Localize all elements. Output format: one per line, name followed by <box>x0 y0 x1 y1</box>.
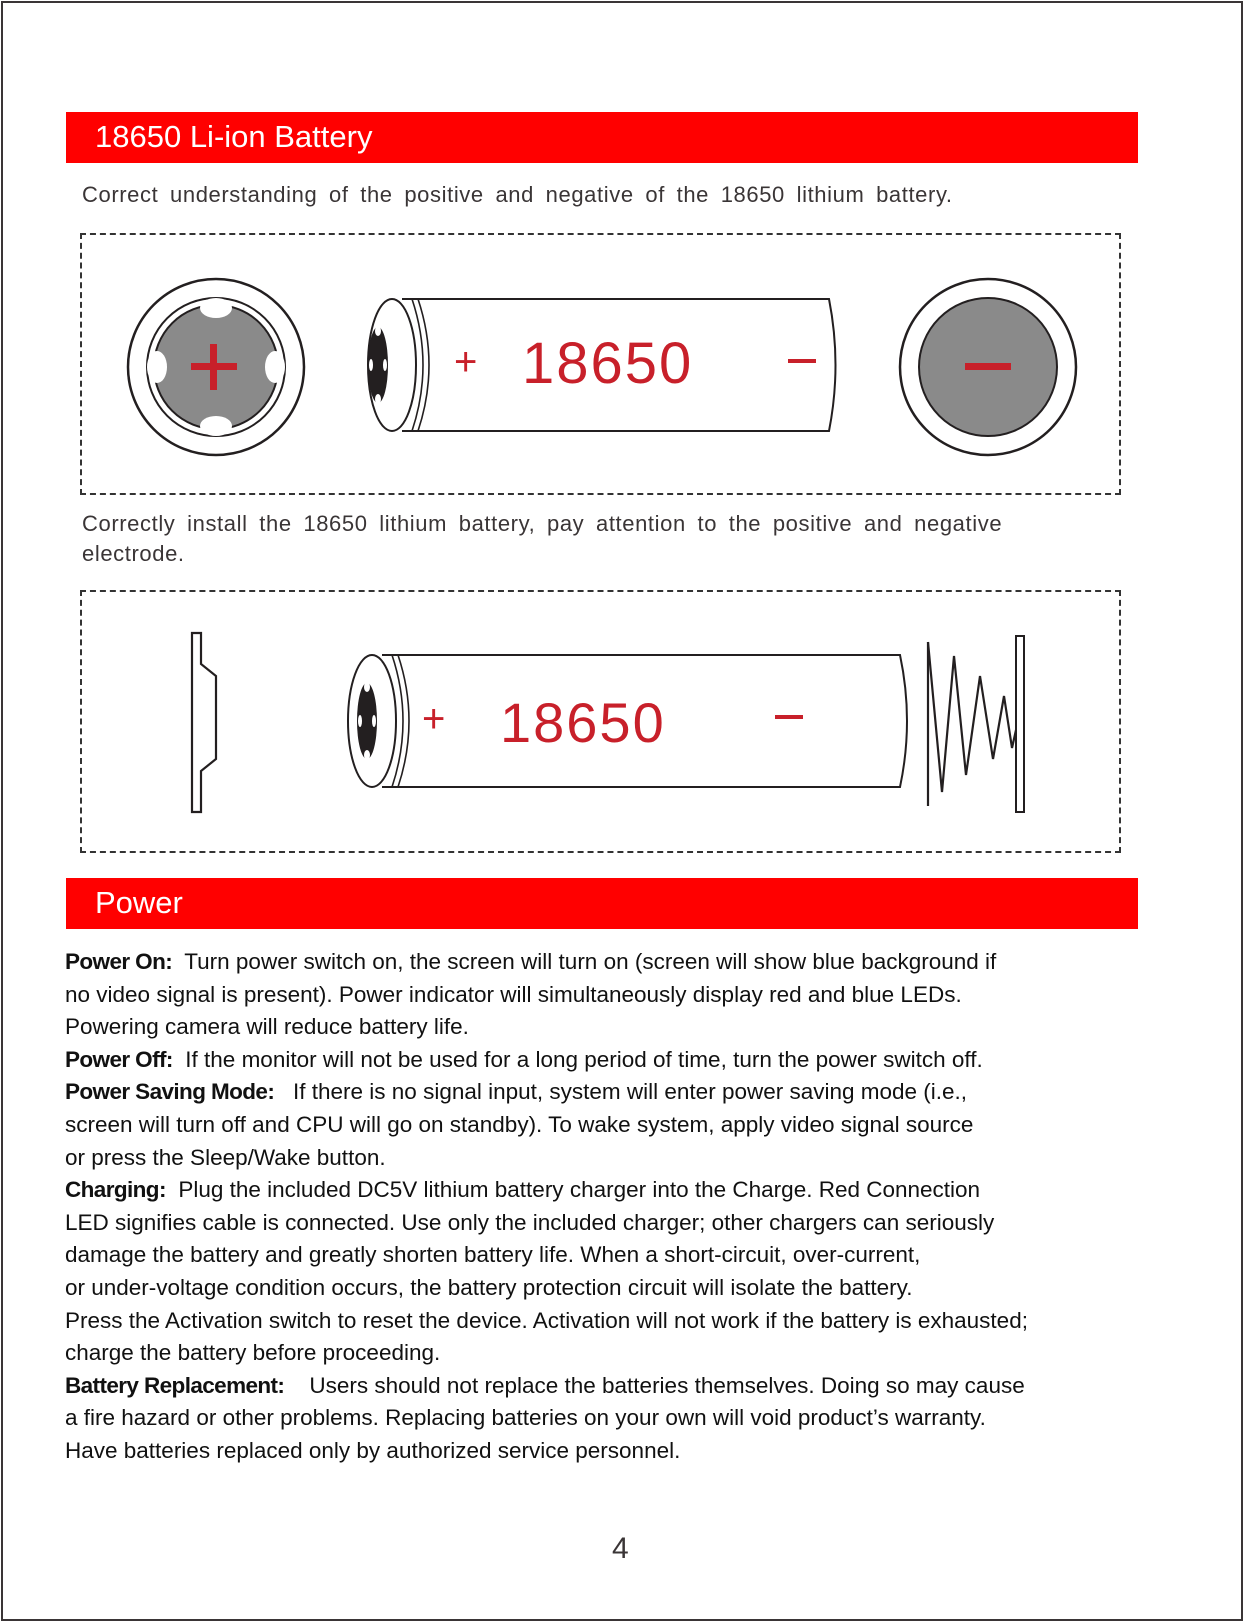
paragraph-battery-replacement <box>65 1370 1185 1403</box>
power-instructions <box>65 946 1185 1468</box>
battery-minus-symbol <box>788 359 816 363</box>
page-number: 4 <box>612 1532 629 1565</box>
label-power-saving-mode: Power Saving Mode: <box>65 1079 275 1105</box>
text-line: a fire hazard or other problems. Replacing batteries on your own will void product’s warranty. <box>65 1405 986 1431</box>
battery-label: 18650 <box>522 331 694 396</box>
battery-plus-symbol: + <box>422 697 446 741</box>
battery-minus-symbol <box>775 715 803 719</box>
text-line: Press the Activation switch to reset the device. Activation will not work if the battery is exhausted; <box>65 1307 1028 1333</box>
text-line: Turn power switch on, the screen will turn on (screen will show blue background if <box>184 949 997 974</box>
negative-spring-contact-icon <box>928 636 1024 812</box>
section-header-power <box>66 878 1138 929</box>
caption-install-line2: electrode. <box>82 541 185 566</box>
label-charging: Charging: <box>65 1177 166 1203</box>
text-line: or under-voltage condition occurs, the battery protection circuit will isolate the battery. <box>65 1274 913 1300</box>
text-line: Powering camera will reduce battery life. <box>65 1014 469 1040</box>
text-line: damage the battery and greatly shorten battery life. When a short-circuit, over-current, <box>65 1242 921 1268</box>
section-title: Power <box>95 885 183 920</box>
negative-terminal-icon <box>900 279 1076 455</box>
polarity-diagram-box <box>80 233 1121 495</box>
section-title: 18650 Li-ion Battery <box>95 119 373 154</box>
text-line: screen will turn off and CPU will go on standby). To wake system, apply video signal source <box>65 1111 974 1137</box>
text-line: LED signifies cable is connected. Use only the included charger; other chargers can seriously <box>65 1209 995 1235</box>
text-line: Users should not replace the batteries themselves. Doing so may cause <box>309 1372 1025 1398</box>
positive-contact-plate-icon <box>192 633 216 812</box>
paragraph-power-saving <box>65 1076 1185 1109</box>
label-power-off: Power Off: <box>65 1046 173 1072</box>
battery-label: 18650 <box>500 691 666 754</box>
text-line: If the monitor will not be used for a long period of time, turn the power switch off. <box>185 1046 983 1072</box>
text-line: If there is no signal input, system will enter power saving mode (i.e., <box>293 1079 968 1105</box>
paragraph-power-on <box>65 946 1185 979</box>
battery-plus-symbol: + <box>454 340 478 384</box>
text-line: Plug the included DC5V lithium battery charger into the Charge. Red Connection <box>178 1177 981 1203</box>
caption-battery-polarity: Correct understanding of the positive and negative of the 18650 lithium battery. <box>82 182 953 207</box>
text-line: no video signal is present). Power indicator will simultaneously display red and blue LEDs. <box>65 981 962 1007</box>
label-power-on: Power On: <box>65 949 173 974</box>
installation-diagram-box <box>80 590 1121 853</box>
section-header-battery <box>66 112 1138 163</box>
paragraph-power-off <box>65 1044 1185 1077</box>
paragraph-charging <box>65 1174 1185 1207</box>
label-battery-replacement: Battery Replacement: <box>65 1372 285 1398</box>
caption-install-line1: Correctly install the 18650 lithium battery, pay attention to the positive and negative <box>82 511 1003 536</box>
text-line: Have batteries replaced only by authorized service personnel. <box>65 1437 681 1463</box>
text-line: charge the battery before proceeding. <box>65 1340 441 1366</box>
text-line: or press the Sleep/Wake button. <box>65 1144 386 1170</box>
positive-terminal-icon <box>128 279 304 455</box>
